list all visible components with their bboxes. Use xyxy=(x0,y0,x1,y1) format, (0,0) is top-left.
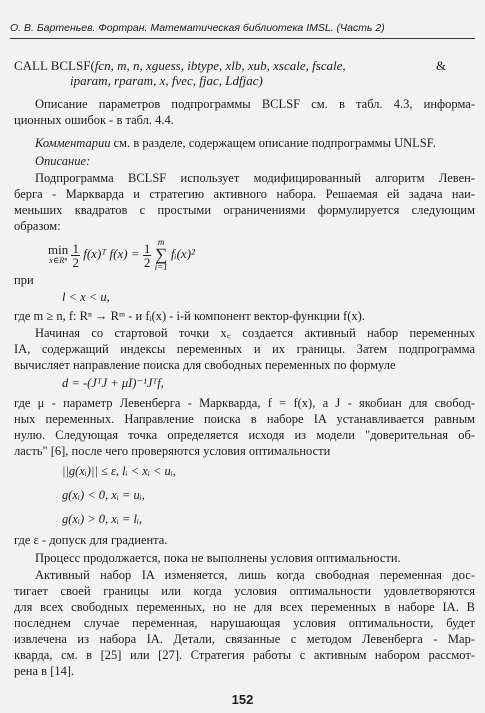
para2-line-3: вычисляет направление поиска для свободных переменных по формуле xyxy=(14,358,396,372)
comments-label: Комментарии xyxy=(35,136,111,150)
para1-line-3: меньших квадратов с простыми ограничениями формулируется следующим xyxy=(14,203,475,217)
frac-num: 1 xyxy=(143,240,151,256)
epsilon-note: где ε - допуск для градиента. xyxy=(14,533,168,547)
sigma-symbol: ∑ xyxy=(155,245,168,264)
call-keyword: CALL BCLSF( xyxy=(14,58,95,73)
para5-line-2: тигает своей границы или когда условия оптимальности удовлетворяются xyxy=(14,584,475,598)
header-rule xyxy=(10,38,475,39)
sum-lower: i=1 xyxy=(154,262,168,272)
min-operator xyxy=(48,244,68,266)
pri-word: при xyxy=(14,273,34,287)
call-args-1: fcn, m, n, xguess, ibtype, xlb, xub, xscale, fscale, xyxy=(94,58,346,73)
frac-den: 2 xyxy=(72,254,79,270)
eq-body: f(x)ᵀ f(x) = xyxy=(83,245,140,261)
min-subscript: x∈Rⁿ xyxy=(49,255,68,265)
para3-line-2: ных переменных. Направление поиска в наборе IA устанавливается равным xyxy=(14,412,475,426)
half-fraction-1 xyxy=(71,242,80,269)
para5-line-5: извлечена из набора IA. Детали, связанные с методом Левенберга - Мар- xyxy=(14,632,475,646)
page-number: 152 xyxy=(231,692,254,707)
comments-line xyxy=(35,135,436,151)
para2-line-1: Начиная со стартовой точки x꜀ создается активный набор переменных xyxy=(35,326,475,340)
min-word: min xyxy=(48,242,69,257)
frac-den: 2 xyxy=(143,254,151,270)
para1-line-2: берга - Маркварда и стратегию активного набора. Решаемая ей задача наи- xyxy=(14,187,475,201)
eq-tail: fᵢ(x)² xyxy=(170,245,195,261)
equation-min xyxy=(48,238,195,272)
params-desc-line-1: Описание параметров подпрограммы BCLSF см. в табл. 4.3, информа- xyxy=(35,97,475,111)
para3-line-4: ласть" [6], после чего проверяются условия оптимальности xyxy=(14,444,331,458)
para5-line-3: для всех свободных переменных, но не для всех переменных в наборе IA. В xyxy=(14,600,475,614)
para1-line-4: образом: xyxy=(14,219,61,233)
para5-line-4: последнем случае переменная, нарушающая условия оптимальности, будет xyxy=(14,616,475,630)
half-fraction-2 xyxy=(143,242,152,269)
equation-bounds: l < x < u, xyxy=(62,290,110,304)
para3-line-3: нулю. Следующая точка определяется исходя из модели "доверительная об- xyxy=(14,428,475,442)
para2-line-2: IA, содержащий индексы переменных и их границы. Затем подпрограмма xyxy=(14,342,475,356)
condition-1: ||g(xᵢ)|| ≤ ε, lᵢ < xᵢ < uᵢ, xyxy=(62,464,176,478)
para3-line-1: где μ - параметр Левенберга - Маркварда, f = f(x), а J - якобиан для свобод- xyxy=(14,396,475,410)
para5-line-1: Активный набор IA изменяется, лишь когда свободная переменная дос- xyxy=(35,568,475,582)
equation-direction: d = -(JᵀJ + μI)⁻¹Jᵀf, xyxy=(62,376,164,390)
description-label: Описание: xyxy=(35,154,91,168)
para5-line-6: кварда, см. в [25] или [27]. Стратегия работы с активным набором рассмот- xyxy=(14,648,475,662)
call-line-1 xyxy=(14,58,346,74)
sum-operator xyxy=(155,238,168,272)
sum-upper: m xyxy=(157,237,165,247)
where-m-n: где m ≥ n, f: Rⁿ → Rᵐ - и fᵢ(x) - i-й компонент вектор-функции f(x). xyxy=(14,309,365,323)
para4: Процесс продолжается, пока не выполнены условия оптимальности. xyxy=(35,551,401,565)
comments-text: см. в разделе, содержащем описание подпрограммы UNLSF. xyxy=(110,136,436,150)
params-desc-line-2: ционных ошибок - в табл. 4.4. xyxy=(14,113,174,127)
para5-line-7: рена в [14]. xyxy=(14,664,75,678)
continuation-amp: & xyxy=(436,58,447,73)
call-line-2: iparam, rparam, x, fvec, fjac, Ldfjac) xyxy=(70,73,263,88)
condition-2: g(xᵢ) < 0, xᵢ = uᵢ, xyxy=(62,488,145,502)
frac-num: 1 xyxy=(72,240,79,256)
condition-3: g(xᵢ) > 0, xᵢ = lᵢ, xyxy=(62,512,143,526)
para1-line-1: Подпрограмма BCLSF использует модифицированный алгоритм Левен- xyxy=(35,171,475,185)
running-header: О. В. Бартеньев. Фортран. Математическая библиотека IMSL. (Часть 2) xyxy=(10,22,385,34)
